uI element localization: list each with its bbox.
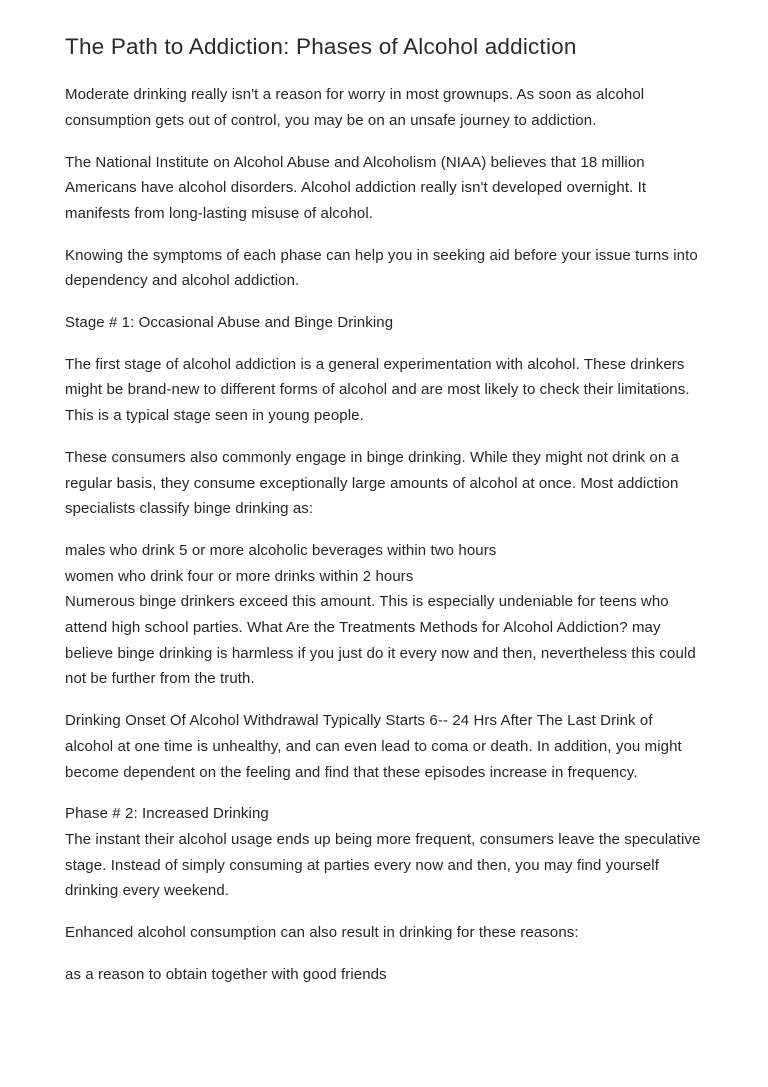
stage1-heading: Stage # 1: Occasional Abuse and Binge Drinking	[65, 314, 394, 332]
document-title: The Path to Addiction: Phases of Alcohol addiction	[65, 34, 577, 59]
binge-definition-males: males who drink 5 or more alcoholic beverages within two hours	[65, 541, 497, 559]
paragraph-intro-1: Moderate drinking really isn't a reason for worry in most grownups. As soon as alcohol consumption gets out of control, you may be on an unsafe journey to addiction.	[65, 86, 645, 129]
paragraph-intro-3: Knowing the symptoms of each phase can help you in seeking aid before your issue turns into dependency and alcohol addiction.	[65, 246, 698, 290]
withdrawal-paragraph: Drinking Onset Of Alcohol Withdrawal Typically Starts 6-- 24 Hrs After The Last Drink of alcohol at one time is unhealthy, and can even lead to coma or death. In addition, you might become dependent on the feeling and find that these episodes increase in frequency.	[65, 712, 682, 781]
binge-definition-note: Numerous binge drinkers exceed this amount. This is especially undeniable for teens who attend high school parties. What Are the Treatments Methods for Alcohol Addiction? may believe binge drinking is harmless if you just do it every now and then, nevertheless this could not be further from the truth.	[65, 593, 696, 688]
binge-drinking-definition-block	[65, 538, 705, 692]
phase2-block	[65, 801, 705, 904]
stage1-paragraph-1: The first stage of alcohol addiction is a general experimentation with alcohol. These drinkers might be brand-new to different forms of alcohol and are most likely to check their limitations. This is a typical stage seen in young people.	[65, 355, 690, 425]
reason-item-1: as a reason to obtain together with good friends	[65, 965, 387, 983]
binge-definition-women: women who drink four or more drinks within 2 hours	[65, 567, 414, 585]
reasons-intro-paragraph: Enhanced alcohol consumption can also result in drinking for these reasons:	[65, 924, 579, 942]
phase2-heading: Phase # 2: Increased Drinking	[65, 805, 269, 823]
paragraph-intro-2: The National Institute on Alcohol Abuse and Alcoholism (NIAA) believes that 18 million Americans have alcohol disorders. Alcohol addiction really isn't developed overnight. It manifests from long-lasting misuse of alcohol.	[65, 153, 647, 222]
stage1-paragraph-2: These consumers also commonly engage in binge drinking. While they might not drink on a regular basis, they consume exceptionally large amounts of alcohol at once. Most addiction specialists classify binge drinking as:	[65, 448, 680, 518]
phase2-paragraph-1: The instant their alcohol usage ends up being more frequent, consumers leave the speculative stage. Instead of simply consuming at parties every now and then, you may find yourself drinking every weekend.	[65, 831, 701, 900]
